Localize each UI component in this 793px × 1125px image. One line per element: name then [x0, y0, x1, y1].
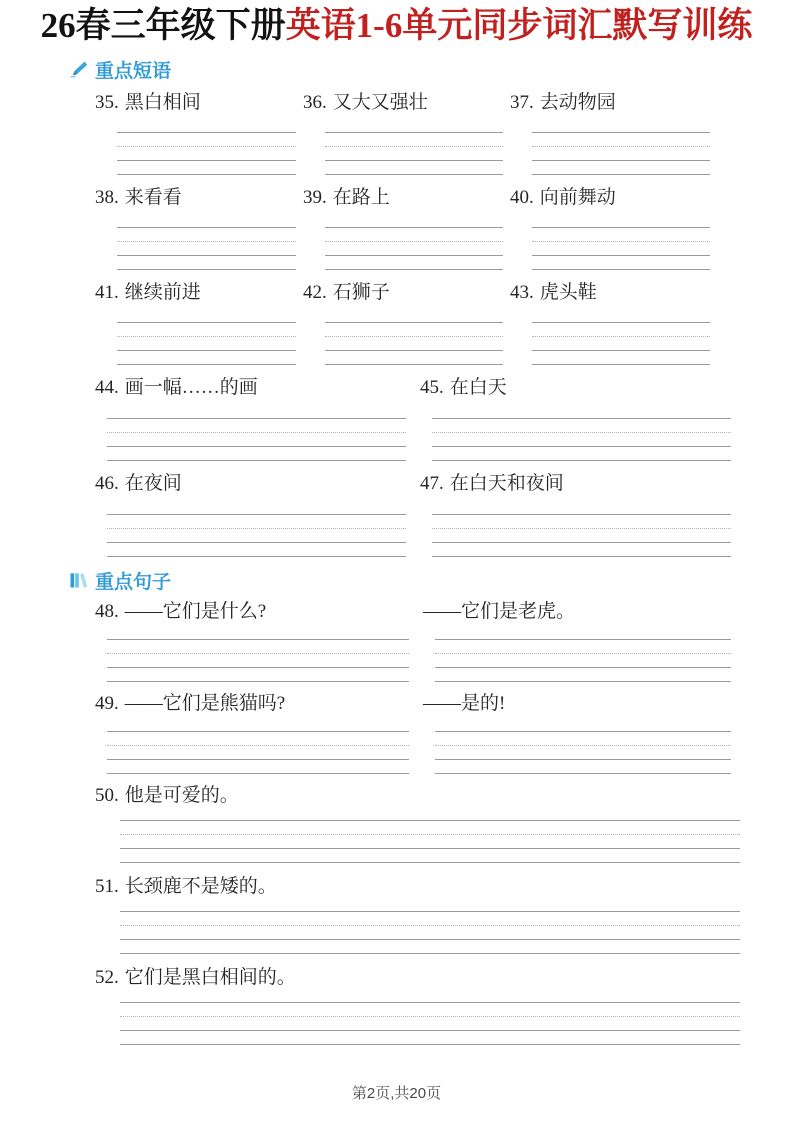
phrase-text: 在白天: [449, 377, 507, 398]
item-number: 51.: [95, 876, 119, 897]
sentence-answer: ——是的!: [423, 693, 506, 714]
item-number: 46.: [95, 473, 119, 494]
title-course: 26春三年级下册: [40, 6, 286, 45]
sentence-text: 它们是黑白相间的。: [124, 967, 296, 988]
sentence-text: 他是可爱的。: [124, 785, 239, 806]
item-number: 50.: [95, 785, 119, 806]
phrase-item: [303, 91, 510, 173]
page-title: [0, 4, 793, 48]
section-label: 重点短语: [95, 60, 172, 82]
writing-lines: [117, 322, 296, 363]
phrase-item: [95, 91, 303, 173]
phrase-item: [95, 472, 420, 555]
writing-lines: [117, 227, 296, 268]
phrase-item: [95, 281, 303, 363]
item-number: 38.: [95, 187, 119, 208]
writing-lines: [120, 820, 740, 861]
writing-lines: [120, 911, 740, 952]
phrase-item: [95, 376, 420, 459]
sentence-text: 长颈鹿不是矮的。: [124, 876, 277, 897]
phrase-row: [95, 91, 793, 173]
section-label: 重点句子: [95, 571, 172, 593]
item-number: 40.: [510, 187, 534, 208]
page-number: 第2页,共20页: [351, 1085, 442, 1102]
item-number: 52.: [95, 967, 119, 988]
phrase-text: 在白天和夜间: [449, 473, 564, 494]
item-number: 43.: [510, 282, 534, 303]
writing-lines: [325, 322, 503, 363]
writing-lines: [325, 132, 503, 173]
phrase-text: 黑白相间: [124, 92, 201, 113]
item-number: 35.: [95, 92, 119, 113]
item-number: 41.: [95, 282, 119, 303]
section-heading-phrases: [68, 57, 793, 81]
item-number: 45.: [420, 377, 444, 398]
books-icon: [68, 570, 88, 590]
sentence-question: ——它们是什么?: [124, 601, 267, 622]
writing-lines: [432, 418, 731, 459]
sentence-answer: ——它们是老虎。: [423, 601, 576, 622]
phrase-row: [95, 186, 793, 268]
phrase-item: [420, 376, 745, 459]
phrase-text: 虎头鞋: [539, 282, 597, 303]
writing-lines: [107, 731, 409, 772]
phrase-item: [420, 472, 745, 555]
writing-lines: [432, 514, 731, 555]
writing-lines: [325, 227, 503, 268]
writing-lines: [435, 639, 731, 680]
item-number: 49.: [95, 693, 119, 714]
phrase-item: [303, 281, 510, 363]
item-number: 44.: [95, 377, 119, 398]
pen-icon: [68, 59, 88, 79]
phrase-text: 又大又强壮: [332, 92, 428, 113]
sentence-item: [95, 600, 793, 680]
sentence-item: [95, 966, 793, 1043]
phrase-text: 向前舞动: [539, 187, 616, 208]
writing-lines: [120, 1002, 740, 1043]
phrase-item: [95, 186, 303, 268]
phrase-text: 石狮子: [332, 282, 390, 303]
item-number: 36.: [303, 92, 327, 113]
phrase-text: 来看看: [124, 187, 182, 208]
writing-lines: [532, 227, 710, 268]
writing-lines: [107, 514, 406, 555]
phrase-item: [303, 186, 510, 268]
item-number: 42.: [303, 282, 327, 303]
phrase-text: 画一幅……的画: [124, 377, 258, 398]
phrase-text: 在夜间: [124, 473, 182, 494]
phrase-item: [510, 91, 717, 173]
writing-lines: [107, 418, 406, 459]
phrase-row: [95, 376, 793, 459]
writing-lines: [117, 132, 296, 173]
sentence-item: [95, 692, 793, 772]
title-subject: 英语1-6单元同步词汇默写训练: [285, 6, 753, 45]
section-heading-sentences: [68, 568, 793, 592]
phrase-text: 继续前进: [124, 282, 201, 303]
phrase-row: [95, 472, 793, 555]
writing-lines: [107, 639, 409, 680]
writing-lines: [435, 731, 731, 772]
worksheet-page: [0, 4, 793, 1125]
item-number: 37.: [510, 92, 534, 113]
phrase-item: [510, 281, 717, 363]
writing-lines: [532, 322, 710, 363]
phrase-item: [510, 186, 717, 268]
phrase-row: [95, 281, 793, 363]
sentence-item: [95, 784, 793, 861]
item-number: 48.: [95, 601, 119, 622]
writing-lines: [532, 132, 710, 173]
item-number: 39.: [303, 187, 327, 208]
sentence-question: ——它们是熊猫吗?: [124, 693, 286, 714]
item-number: 47.: [420, 473, 444, 494]
phrase-text: 去动物园: [539, 92, 616, 113]
phrase-text: 在路上: [332, 187, 390, 208]
sentence-item: [95, 875, 793, 952]
